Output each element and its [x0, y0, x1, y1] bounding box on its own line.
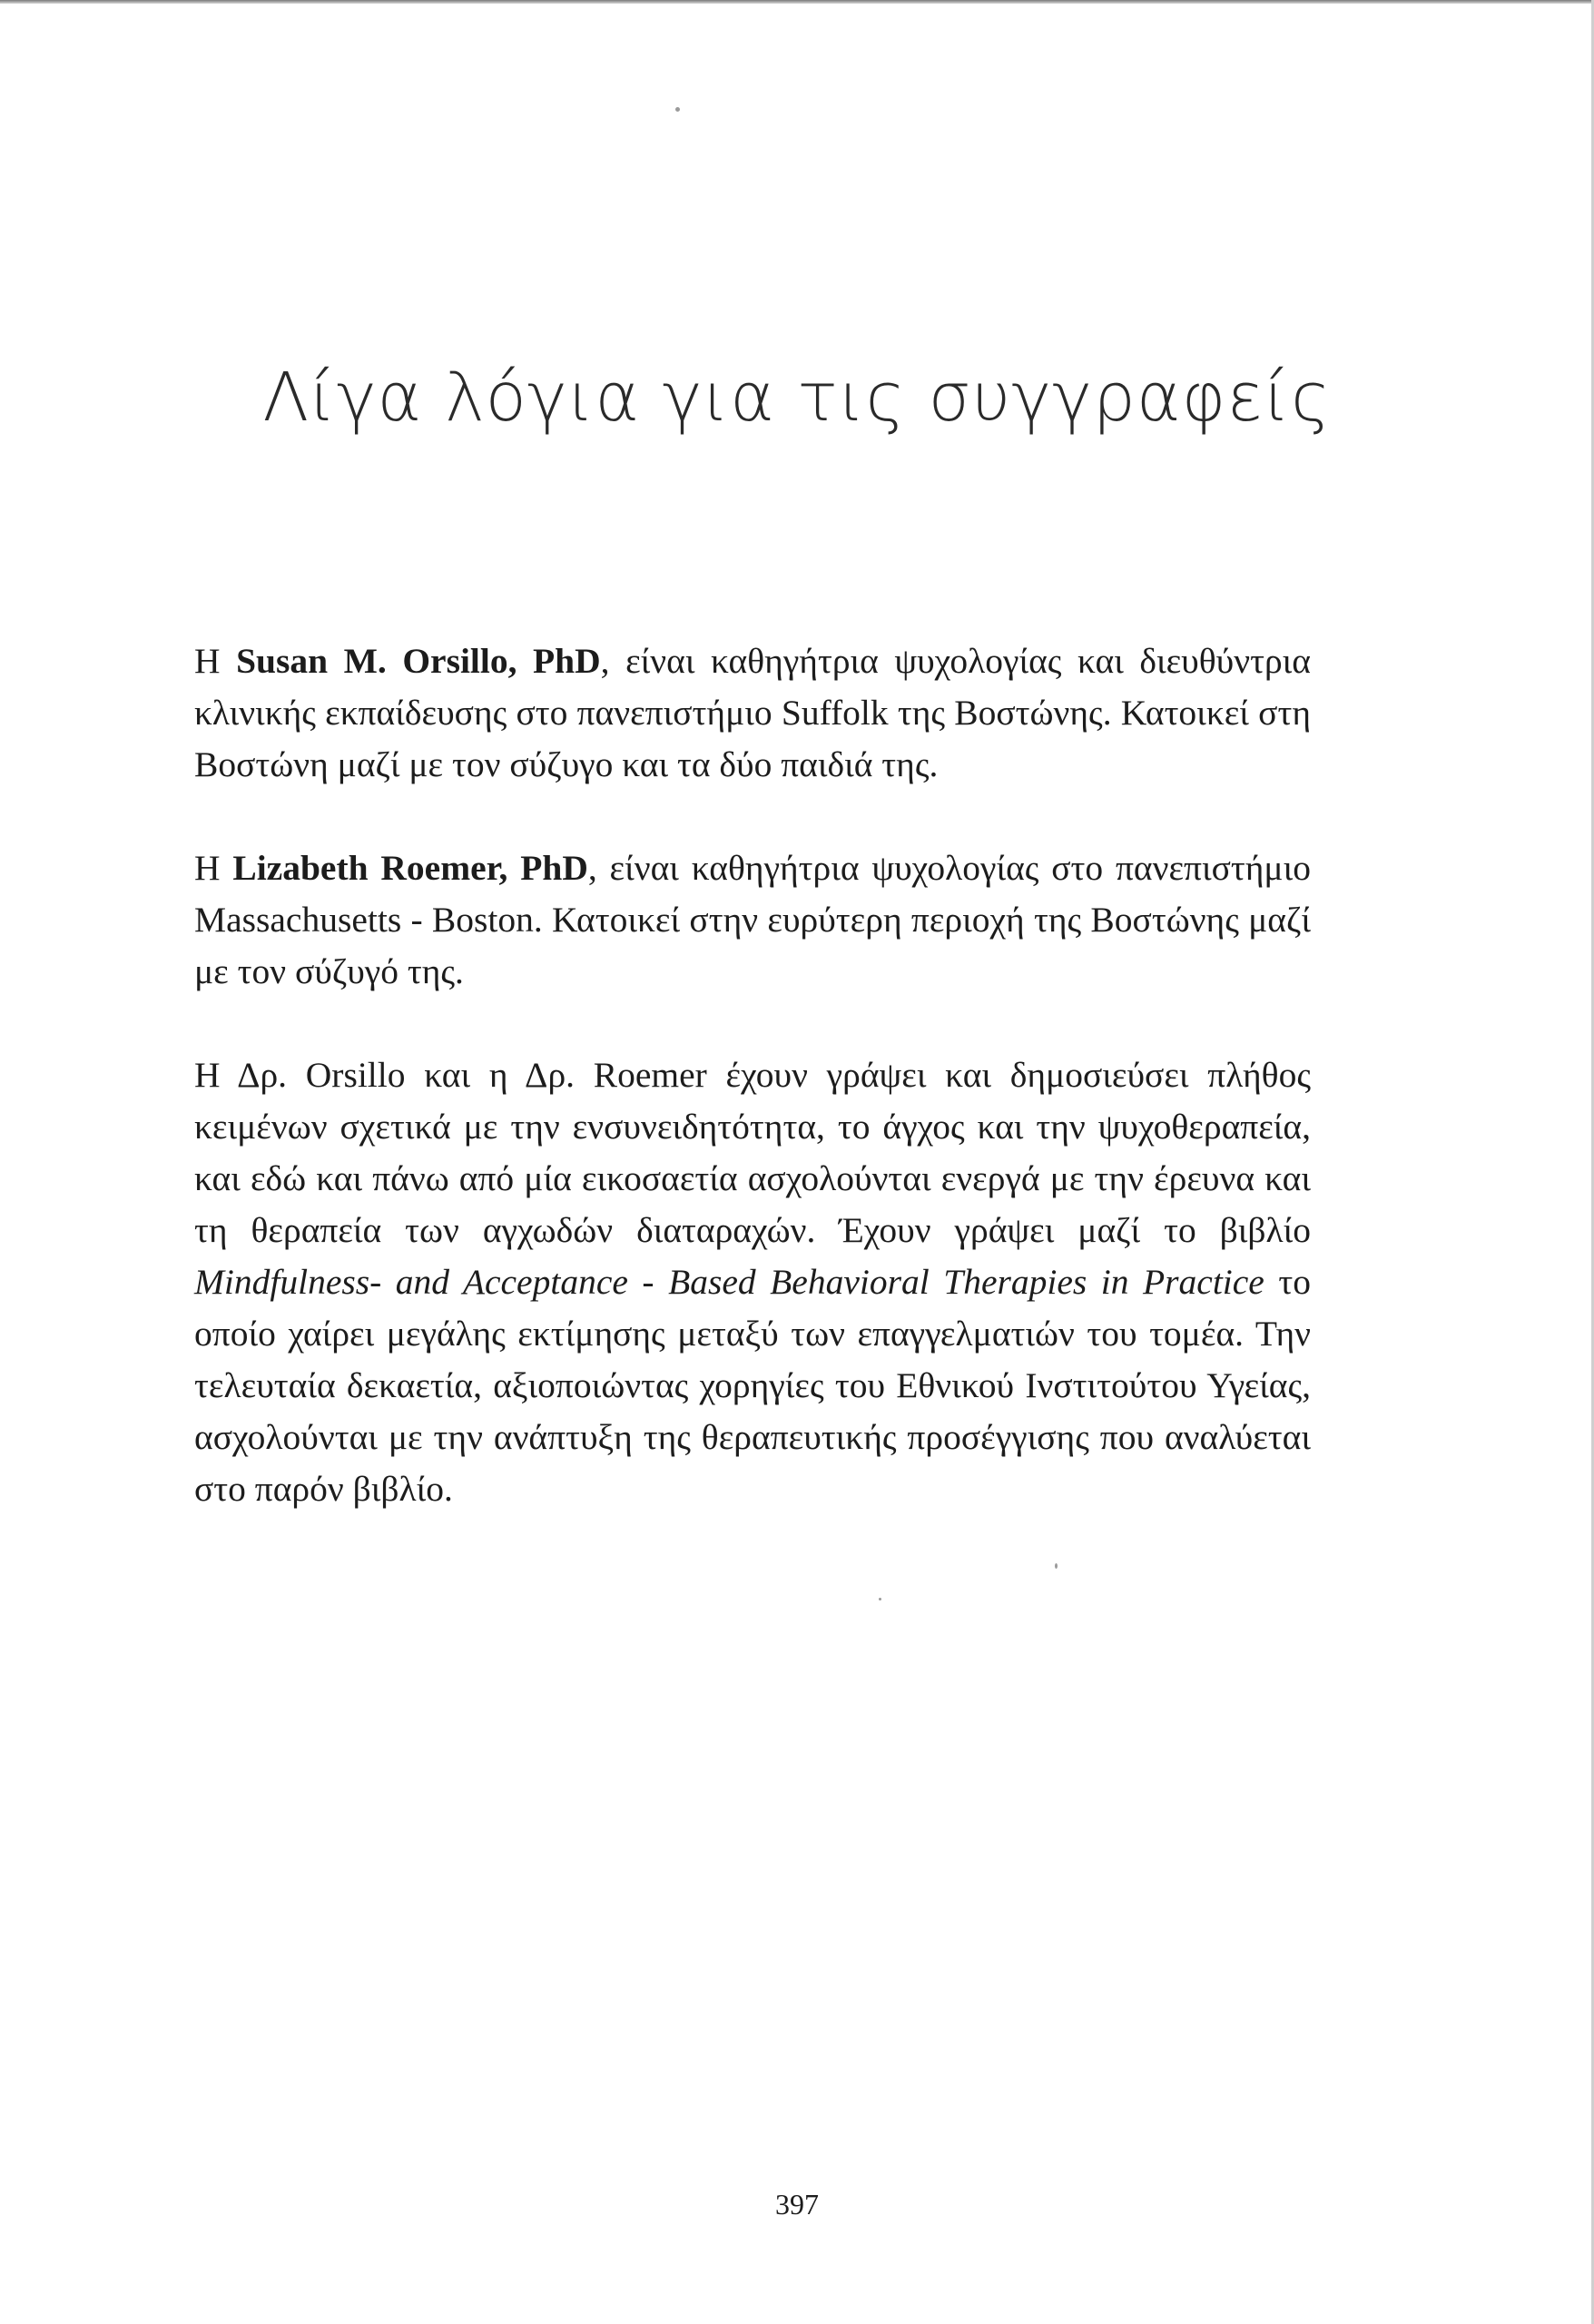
paragraph-roemer-bio	[194, 842, 1311, 998]
scan-speck	[879, 1598, 881, 1600]
paragraph-orsillo-bio	[194, 635, 1311, 791]
scan-edge-top	[0, 0, 1594, 4]
author-name-roemer: Lizabeth Roemer, PhD	[232, 848, 588, 888]
paragraph-text: , είναι καθηγήτρια ψυχολογίας και διευθύντρια κλινικής εκπαίδευσης στο πανεπιστήμιο Suffolk της Βοστώνης. Κατοικεί στη Βοστώνη μαζί με τον σύζυγο και τα δύο παιδιά της.	[194, 641, 1311, 784]
page-number: 397	[775, 2188, 819, 2221]
body-text	[194, 635, 1311, 1567]
author-name-orsillo: Susan M. Orsillo, PhD	[236, 641, 601, 681]
page-title: Λίγα λόγια για τις συγγραφείς	[262, 359, 1332, 437]
paragraph-text-after: το οποίο χαίρει μεγάλης εκτίμησης μεταξύ των επαγγελματιών του τομέα. Την τελευταία δεκαετία, αξιοποιώντας χορηγίες του Εθνικού Ινστιτούτου Υγείας, ασχολούνται με την ανάπτυξη της θεραπευτικής προσέγγισης που αναλύεται στο παρόν βιβλίο.	[194, 1262, 1312, 1509]
book-title: Mindfulness- and Acceptance - Based Behavioral Therapies in Practice	[194, 1262, 1264, 1302]
paragraph-prefix: Η	[194, 641, 237, 681]
paragraph-joint-work	[194, 1049, 1311, 1515]
paragraph-text-before: Η Δρ. Orsillo και η Δρ. Roemer έχουν γράψει και δημοσιεύσει πλήθος κειμένων σχετικά με την ενσυνειδητότητα, το άγχος και την ψυχοθεραπεία, και εδώ και πάνω από μία εικοσαετία ασχολούνται ενεργά με την έρευνα και τη θεραπεία των αγχωδών διαταραχών. Έχουν γράψει μαζί το βιβλίο	[194, 1055, 1311, 1250]
scan-speck	[1055, 1563, 1058, 1569]
paragraph-prefix: Η	[194, 848, 233, 888]
scan-speck	[675, 107, 680, 112]
paragraph-text: , είναι καθηγήτρια ψυχολογίας στο πανεπιστήμιο Massachusetts - Boston. Κατοικεί στην ευρύτερη περιοχή της Βοστώνης μαζί με τον σύζυγό της.	[194, 848, 1311, 991]
